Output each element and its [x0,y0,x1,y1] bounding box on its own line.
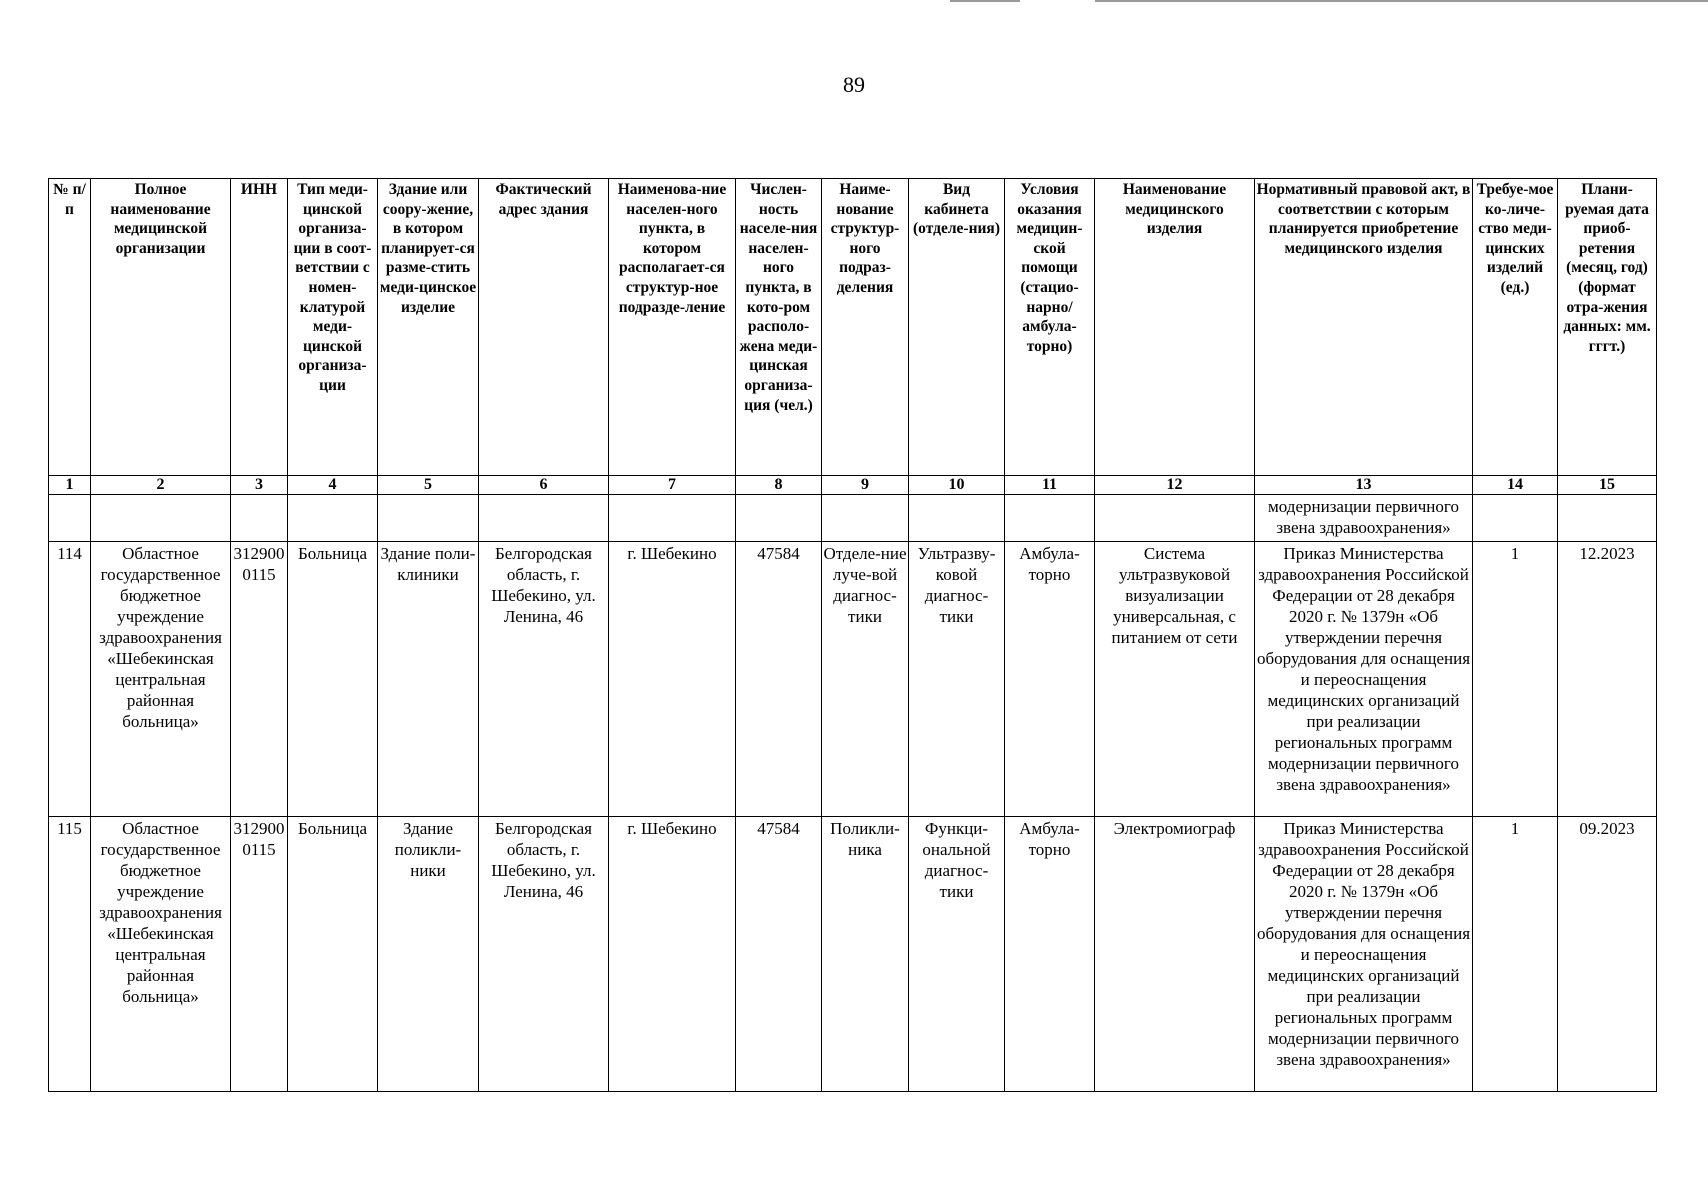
unit-cell: Отделе-ние луче-вой диагнос-тики [822,542,909,817]
column-number: 10 [909,476,1005,495]
quantity-cell: 1 [1473,817,1558,1092]
header-cell: Здание или соору-жение, в котором планирует-ся разме-стить меди-цинское изделие [378,179,479,476]
table-row [49,817,1657,1092]
header-cell: Вид кабинета (отделе-ния) [909,179,1005,476]
header-cell: Наименование медицинского изделия [1095,179,1255,476]
column-number-row [49,476,1657,495]
table-cell [1095,495,1255,542]
cabinet-cell: Функци-ональной диагнос-тики [909,817,1005,1092]
column-number: 8 [736,476,822,495]
unit-cell: Поликли-ника [822,817,909,1092]
header-cell: № п/п [49,179,91,476]
column-number: 14 [1473,476,1558,495]
conditions-cell: Амбула-торно [1005,542,1095,817]
address-cell: Белгородская область, г. Шебекино, ул. Ленина, 46 [479,817,609,1092]
column-number: 11 [1005,476,1095,495]
header-cell: Требуе-мое ко-личе-ство меди-цинских изделий (ед.) [1473,179,1558,476]
equipment-table [48,178,1657,1092]
table-row [49,542,1657,817]
column-number: 13 [1255,476,1473,495]
locality-cell: г. Шебекино [609,542,736,817]
header-cell: Нормативный правовой акт, в соответствии с которым планируется приобретение медицинского изделия [1255,179,1473,476]
column-number: 5 [378,476,479,495]
column-number: 15 [1558,476,1657,495]
scan-edge-line [950,0,1020,2]
legal-act-cell: Приказ Министерства здравоохранения Российской Федерации от 28 декабря 2020 г. № 1379н «Об утверждении перечня оборудования для оснащения и переоснащения медицинских организаций при реализации региональных программ модернизации первичного звена здравоохранения» [1255,542,1473,817]
org-type: Больница [288,817,378,1092]
legal-act-cell: Приказ Министерства здравоохранения Российской Федерации от 28 декабря 2020 г. № 1379н «Об утверждении перечня оборудования для оснащения и переоснащения медицинских организаций при реализации региональных программ модернизации первичного звена здравоохранения» [1255,817,1473,1092]
table-cell [231,495,288,542]
continuation-row [49,495,1657,542]
table-cell [479,495,609,542]
table-cell [609,495,736,542]
address-cell: Белгородская область, г. Шебекино, ул. Ленина, 46 [479,542,609,817]
page-number: 89 [843,72,865,97]
table-cell [736,495,822,542]
locality-cell: г. Шебекино [609,817,736,1092]
org-type: Больница [288,542,378,817]
row-number: 115 [49,817,91,1092]
table-cell [288,495,378,542]
table-cell [1473,495,1558,542]
header-cell: Плани-руемая дата приоб-ретения (месяц, год) (формат отра-жения данных: мм. гггт.) [1558,179,1657,476]
header-cell: Условия оказания медицин-ской помощи (стацио-нарно/ амбула-торно) [1005,179,1095,476]
header-cell: Числен-ность населе-ния населен-ного пункта, в кото-ром располо-жена меди-цинская организа-ция (чел.) [736,179,822,476]
header-cell: Фактический адрес здания [479,179,609,476]
scan-edge-line [1095,0,1708,2]
organization-name: Областное государственное бюджетное учреждение здравоохранения «Шебекинская центральная районная больница» [91,542,231,817]
table-cell [822,495,909,542]
column-number: 9 [822,476,909,495]
inn-cell: 3129000115 [231,542,288,817]
table-cell [1558,495,1657,542]
table-cell [1005,495,1095,542]
column-number: 6 [479,476,609,495]
inn-cell: 3129000115 [231,817,288,1092]
table-cell [91,495,231,542]
conditions-cell: Амбула-торно [1005,817,1095,1092]
table-cell [49,495,91,542]
column-number: 12 [1095,476,1255,495]
building-cell: Здание поликли-ники [378,817,479,1092]
population-cell: 47584 [736,817,822,1092]
column-number: 1 [49,476,91,495]
device-cell: Система ультразвуковой визуализации универсальная, с питанием от сети [1095,542,1255,817]
table-cell [378,495,479,542]
building-cell: Здание поли-клиники [378,542,479,817]
cabinet-cell: Ультразву-ковой диагнос-тики [909,542,1005,817]
date-cell: 09.2023 [1558,817,1657,1092]
device-cell: Электромиограф [1095,817,1255,1092]
table-cell [909,495,1005,542]
header-cell: Наименова-ние населен-ного пункта, в котором располагает-ся структур-ное подразде-ление [609,179,736,476]
header-cell: Полное наименование медицинской организации [91,179,231,476]
date-cell: 12.2023 [1558,542,1657,817]
column-number: 7 [609,476,736,495]
row-number: 114 [49,542,91,817]
column-number: 3 [231,476,288,495]
column-number: 2 [91,476,231,495]
population-cell: 47584 [736,542,822,817]
header-cell: ИНН [231,179,288,476]
continuation-act-cell: модернизации первичного звена здравоохранения» [1255,495,1473,542]
table-header-row [49,179,1657,476]
header-cell: Тип меди-цинской организа-ции в соот-ветствии с номен-клатурой меди-цинской организа-ции [288,179,378,476]
header-cell: Наиме-нование структур-ного подраз-деления [822,179,909,476]
column-number: 4 [288,476,378,495]
organization-name: Областное государственное бюджетное учреждение здравоохранения «Шебекинская центральная районная больница» [91,817,231,1092]
quantity-cell: 1 [1473,542,1558,817]
